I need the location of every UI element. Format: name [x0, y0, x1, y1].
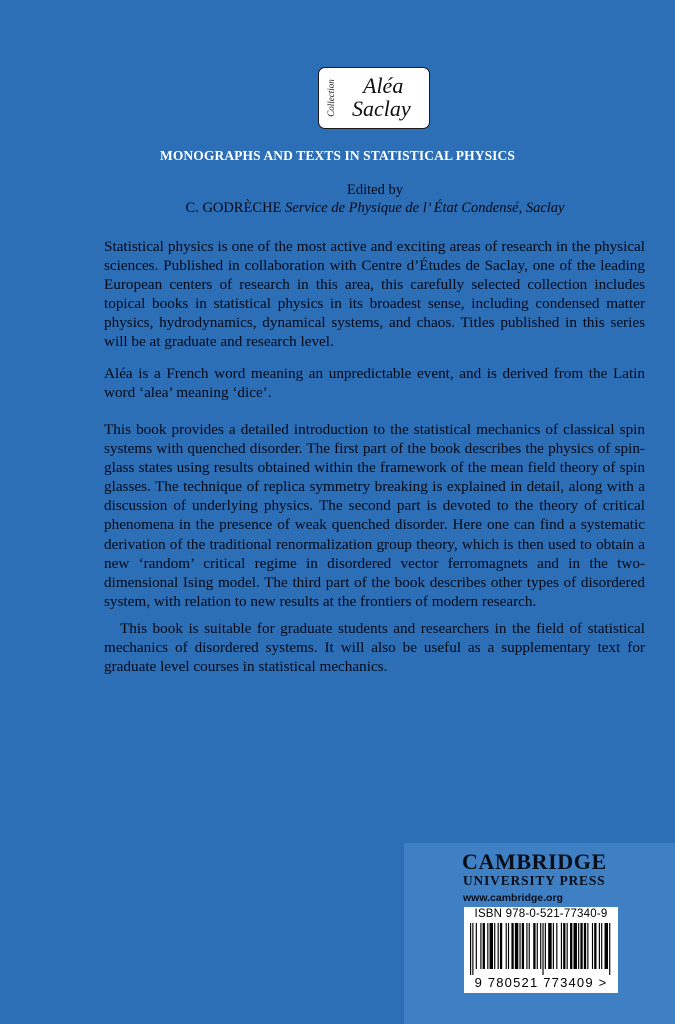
barcode-bar [594, 923, 596, 969]
barcode-digits: 9 780521 773409 > [464, 975, 618, 990]
barcode-bar [529, 923, 530, 969]
paragraph-series-description: Statistical physics is one of the most active and exciting areas of research in the physical sciences. Published in collaboration with Centre d’Études de Saclay, one of the leading European centers of research in this area, this carefully selected collection includes topical books in statistical physics in its broadest sense, including condensed matter physics, hydrodynamics, dynamical systems, and chaos. Titles published in this series will be at graduate and research level. [104, 238, 645, 351]
barcode [464, 907, 618, 993]
barcode-bar [553, 923, 554, 969]
barcode-bar [519, 923, 520, 969]
paragraph-audience: This book is suitable for graduate students and researchers in the field of statistical mechanics of disordered systems. It will also be useful as a supplementary text for graduate level courses in statistical mechanics. [104, 620, 645, 676]
barcode-bar [480, 923, 481, 969]
barcode-bar [500, 923, 502, 969]
barcode-bar [515, 923, 518, 969]
barcode-bar [545, 923, 546, 969]
barcode-bar [470, 923, 471, 975]
barcode-bar [570, 923, 572, 969]
barcode-bar [561, 923, 562, 969]
barcode-bar [487, 923, 488, 969]
barcode-bar [580, 923, 582, 969]
editor-line [0, 200, 675, 217]
barcode-bar [574, 923, 577, 969]
barcode-bar [511, 923, 513, 969]
barcode-bar [490, 923, 493, 969]
barcode-bar [542, 923, 543, 975]
barcode-bar [494, 923, 495, 969]
edited-by: Edited by [347, 182, 403, 198]
logo-line-2: Saclay [352, 96, 411, 121]
barcode-bar [587, 923, 588, 969]
isbn-text: ISBN 978-0-521-77340-9 [474, 908, 608, 920]
editor-name: C. GODRÈCHE [185, 200, 282, 216]
logo-line-1: Aléa [363, 73, 404, 98]
barcode-bar [472, 923, 473, 975]
logo-collection-label: Collection [326, 79, 336, 117]
barcode-bar [537, 923, 538, 969]
barcode-bar [601, 923, 602, 969]
barcode-bar [556, 923, 557, 969]
barcode-bar [498, 923, 499, 969]
barcode-bars [468, 923, 614, 975]
series-logo [318, 67, 430, 129]
barcode-bar [592, 923, 593, 969]
barcode-bar [476, 923, 477, 969]
series-title: MONOGRAPHS AND TEXTS IN STATISTICAL PHYSICS [159, 148, 515, 163]
publisher-panel [404, 843, 675, 1024]
barcode-bar [508, 923, 509, 969]
paragraph-book-description: This book provides a detailed introduction to the statistical mechanics of classical spin systems with quenched disorder. The first part of the book describes the physics of spin-glass states using results obtained within the framework of the mean field theory of spin glasses. The technique of replica symmetry breaking is explained in detail, along with a discussion of underlying physics. The second part is devoted to the theory of critical phenomena in the presence of weak quenched disorder. Here one can find a systematic derivation of the traditional renormalization group theory, which is then used to obtain a new ‘random’ critical regime in disordered vector ferromagnets and in the two-dimensional Ising model. The third part of the book describes other types of disordered system, with relation to new results at the frontiers of modern research. [104, 421, 645, 610]
barcode-bar [540, 923, 541, 969]
barcode-bar [548, 923, 551, 969]
barcode-bar [483, 923, 485, 969]
barcode-bar [578, 923, 579, 969]
barcode-bar [506, 923, 507, 969]
editor-affiliation: Service de Physique de l’ État Condensé, Saclay [285, 200, 565, 216]
publisher-subtitle: UNIVERSITY PRESS [463, 873, 606, 888]
barcode-bar [609, 923, 610, 975]
barcode-bar [533, 923, 535, 969]
publisher-url: www.cambridge.org [463, 892, 563, 904]
barcode-bar [567, 923, 568, 969]
publisher-name: CAMBRIDGE [462, 849, 607, 874]
barcode-bar [584, 923, 586, 969]
paragraph-alea-meaning: Aléa is a French word meaning an unpredictable event, and is derived from the Latin word ‘alea’ meaning ‘dice’. [104, 365, 645, 402]
barcode-bar [599, 923, 600, 969]
barcode-bar [605, 923, 608, 969]
barcode-bar [563, 923, 565, 969]
barcode-bar [526, 923, 527, 969]
barcode-bar [522, 923, 524, 969]
